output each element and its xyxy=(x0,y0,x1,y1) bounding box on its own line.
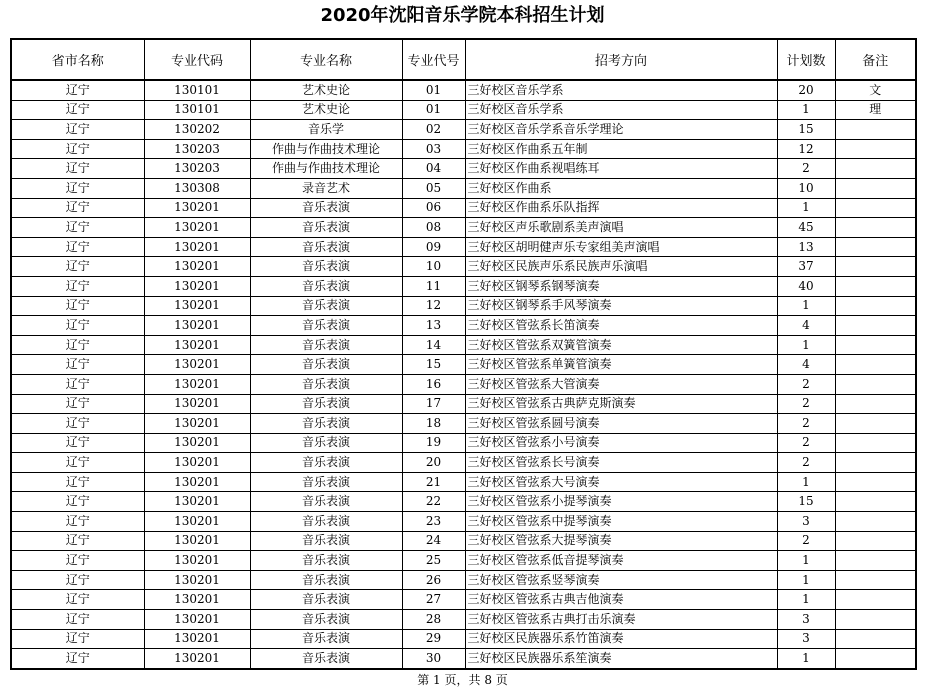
cell-province: 辽宁 xyxy=(11,237,144,257)
cell-plan-count: 1 xyxy=(777,472,835,492)
cell-remarks xyxy=(835,178,916,198)
table-body xyxy=(11,80,916,669)
table-row xyxy=(11,610,916,630)
cell-major-number: 09 xyxy=(402,237,465,257)
cell-major-code: 130201 xyxy=(144,570,250,590)
cell-remarks xyxy=(835,472,916,492)
cell-major-number: 10 xyxy=(402,257,465,277)
cell-plan-count: 2 xyxy=(777,531,835,551)
cell-province: 辽宁 xyxy=(11,316,144,336)
cell-remarks xyxy=(835,433,916,453)
table-header-row xyxy=(11,39,916,80)
cell-major-number: 05 xyxy=(402,178,465,198)
header-major-name: 专业名称 xyxy=(250,39,402,80)
cell-exam-direction: 三好校区声乐歌剧系美声演唱 xyxy=(465,218,777,238)
table-row xyxy=(11,453,916,473)
cell-major-name: 音乐表演 xyxy=(250,531,402,551)
cell-major-name: 作曲与作曲技术理论 xyxy=(250,139,402,159)
cell-exam-direction: 三好校区管弦系大号演奏 xyxy=(465,472,777,492)
table-row xyxy=(11,531,916,551)
cell-exam-direction: 三好校区民族器乐系竹笛演奏 xyxy=(465,629,777,649)
cell-plan-count: 1 xyxy=(777,100,835,120)
cell-major-number: 14 xyxy=(402,335,465,355)
cell-major-code: 130201 xyxy=(144,296,250,316)
cell-major-number: 15 xyxy=(402,355,465,375)
cell-major-name: 音乐表演 xyxy=(250,316,402,336)
cell-exam-direction: 三好校区管弦系古典萨克斯演奏 xyxy=(465,394,777,414)
cell-major-code: 130201 xyxy=(144,590,250,610)
cell-province: 辽宁 xyxy=(11,512,144,532)
cell-province: 辽宁 xyxy=(11,218,144,238)
cell-remarks xyxy=(835,610,916,630)
cell-major-name: 音乐表演 xyxy=(250,472,402,492)
cell-major-number: 29 xyxy=(402,629,465,649)
cell-province: 辽宁 xyxy=(11,531,144,551)
cell-province: 辽宁 xyxy=(11,453,144,473)
cell-province: 辽宁 xyxy=(11,198,144,218)
cell-major-name: 音乐表演 xyxy=(250,433,402,453)
header-major-number: 专业代号 xyxy=(402,39,465,80)
cell-province: 辽宁 xyxy=(11,649,144,669)
table-row xyxy=(11,237,916,257)
cell-major-name: 音乐表演 xyxy=(250,218,402,238)
cell-remarks xyxy=(835,237,916,257)
enrollment-plan-table xyxy=(10,38,917,670)
cell-exam-direction: 三好校区管弦系单簧管演奏 xyxy=(465,355,777,375)
cell-major-code: 130201 xyxy=(144,629,250,649)
table-row xyxy=(11,551,916,571)
cell-major-name: 音乐表演 xyxy=(250,414,402,434)
cell-exam-direction: 三好校区音乐学系 xyxy=(465,100,777,120)
cell-plan-count: 1 xyxy=(777,335,835,355)
cell-major-name: 音乐表演 xyxy=(250,570,402,590)
table-row xyxy=(11,590,916,610)
cell-plan-count: 3 xyxy=(777,629,835,649)
cell-plan-count: 1 xyxy=(777,296,835,316)
cell-exam-direction: 三好校区钢琴系钢琴演奏 xyxy=(465,276,777,296)
table-row xyxy=(11,296,916,316)
cell-major-name: 音乐表演 xyxy=(250,296,402,316)
cell-major-name: 音乐表演 xyxy=(250,198,402,218)
cell-major-name: 音乐表演 xyxy=(250,590,402,610)
cell-exam-direction: 三好校区钢琴系手风琴演奏 xyxy=(465,296,777,316)
cell-major-code: 130201 xyxy=(144,610,250,630)
cell-plan-count: 1 xyxy=(777,198,835,218)
cell-remarks xyxy=(835,276,916,296)
cell-remarks xyxy=(835,551,916,571)
cell-province: 辽宁 xyxy=(11,120,144,140)
cell-province: 辽宁 xyxy=(11,414,144,434)
cell-major-number: 01 xyxy=(402,100,465,120)
table-row xyxy=(11,178,916,198)
table-row xyxy=(11,512,916,532)
cell-province: 辽宁 xyxy=(11,394,144,414)
cell-major-code: 130101 xyxy=(144,100,250,120)
cell-major-code: 130201 xyxy=(144,512,250,532)
cell-major-code: 130201 xyxy=(144,355,250,375)
cell-major-number: 30 xyxy=(402,649,465,669)
cell-exam-direction: 三好校区管弦系古典吉他演奏 xyxy=(465,590,777,610)
cell-province: 辽宁 xyxy=(11,335,144,355)
cell-exam-direction: 三好校区管弦系双簧管演奏 xyxy=(465,335,777,355)
cell-plan-count: 13 xyxy=(777,237,835,257)
table-row xyxy=(11,218,916,238)
table-row xyxy=(11,198,916,218)
table-row xyxy=(11,276,916,296)
cell-major-code: 130203 xyxy=(144,159,250,179)
cell-major-code: 130101 xyxy=(144,80,250,100)
cell-major-name: 音乐表演 xyxy=(250,335,402,355)
cell-province: 辽宁 xyxy=(11,551,144,571)
cell-province: 辽宁 xyxy=(11,492,144,512)
header-exam-direction: 招考方向 xyxy=(465,39,777,80)
cell-remarks xyxy=(835,512,916,532)
cell-province: 辽宁 xyxy=(11,472,144,492)
cell-exam-direction: 三好校区管弦系中提琴演奏 xyxy=(465,512,777,532)
cell-province: 辽宁 xyxy=(11,100,144,120)
cell-remarks xyxy=(835,335,916,355)
table-row xyxy=(11,374,916,394)
header-plan-count: 计划数 xyxy=(777,39,835,80)
cell-exam-direction: 三好校区作曲系 xyxy=(465,178,777,198)
table-row xyxy=(11,433,916,453)
table-row xyxy=(11,649,916,669)
cell-plan-count: 2 xyxy=(777,414,835,434)
cell-province: 辽宁 xyxy=(11,276,144,296)
cell-province: 辽宁 xyxy=(11,178,144,198)
cell-major-name: 音乐表演 xyxy=(250,512,402,532)
cell-plan-count: 2 xyxy=(777,433,835,453)
cell-major-name: 音乐表演 xyxy=(250,453,402,473)
cell-exam-direction: 三好校区胡明健声乐专家组美声演唱 xyxy=(465,237,777,257)
cell-remarks xyxy=(835,374,916,394)
cell-exam-direction: 三好校区管弦系低音提琴演奏 xyxy=(465,551,777,571)
cell-remarks xyxy=(835,355,916,375)
cell-major-number: 02 xyxy=(402,120,465,140)
cell-remarks: 理 xyxy=(835,100,916,120)
cell-major-code: 130201 xyxy=(144,414,250,434)
cell-province: 辽宁 xyxy=(11,355,144,375)
cell-remarks xyxy=(835,159,916,179)
cell-remarks xyxy=(835,629,916,649)
table-row xyxy=(11,335,916,355)
cell-major-name: 艺术史论 xyxy=(250,80,402,100)
cell-exam-direction: 三好校区管弦系大提琴演奏 xyxy=(465,531,777,551)
table-row xyxy=(11,100,916,120)
cell-remarks xyxy=(835,257,916,277)
cell-major-code: 130201 xyxy=(144,453,250,473)
cell-remarks xyxy=(835,139,916,159)
cell-major-code: 130201 xyxy=(144,531,250,551)
cell-province: 辽宁 xyxy=(11,80,144,100)
cell-plan-count: 1 xyxy=(777,551,835,571)
cell-exam-direction: 三好校区管弦系竖琴演奏 xyxy=(465,570,777,590)
cell-major-code: 130201 xyxy=(144,237,250,257)
cell-major-code: 130201 xyxy=(144,198,250,218)
cell-plan-count: 15 xyxy=(777,492,835,512)
cell-province: 辽宁 xyxy=(11,139,144,159)
cell-remarks xyxy=(835,531,916,551)
cell-exam-direction: 三好校区音乐学系 xyxy=(465,80,777,100)
cell-major-name: 录音艺术 xyxy=(250,178,402,198)
cell-major-code: 130201 xyxy=(144,257,250,277)
cell-major-code: 130201 xyxy=(144,276,250,296)
cell-major-code: 130201 xyxy=(144,218,250,238)
cell-plan-count: 2 xyxy=(777,374,835,394)
cell-major-number: 28 xyxy=(402,610,465,630)
cell-exam-direction: 三好校区作曲系视唱练耳 xyxy=(465,159,777,179)
cell-plan-count: 1 xyxy=(777,590,835,610)
header-remarks: 备注 xyxy=(835,39,916,80)
header-province: 省市名称 xyxy=(11,39,144,80)
cell-plan-count: 20 xyxy=(777,80,835,100)
cell-major-code: 130203 xyxy=(144,139,250,159)
cell-province: 辽宁 xyxy=(11,374,144,394)
cell-remarks xyxy=(835,316,916,336)
cell-plan-count: 12 xyxy=(777,139,835,159)
cell-major-number: 19 xyxy=(402,433,465,453)
cell-major-name: 音乐学 xyxy=(250,120,402,140)
cell-plan-count: 15 xyxy=(777,120,835,140)
cell-remarks: 文 xyxy=(835,80,916,100)
cell-exam-direction: 三好校区管弦系小提琴演奏 xyxy=(465,492,777,512)
cell-remarks xyxy=(835,218,916,238)
cell-plan-count: 2 xyxy=(777,159,835,179)
cell-major-number: 11 xyxy=(402,276,465,296)
cell-major-name: 音乐表演 xyxy=(250,276,402,296)
cell-remarks xyxy=(835,453,916,473)
cell-major-number: 21 xyxy=(402,472,465,492)
cell-major-number: 22 xyxy=(402,492,465,512)
cell-major-name: 音乐表演 xyxy=(250,374,402,394)
cell-province: 辽宁 xyxy=(11,570,144,590)
cell-plan-count: 10 xyxy=(777,178,835,198)
cell-major-number: 27 xyxy=(402,590,465,610)
cell-major-code: 130201 xyxy=(144,433,250,453)
page-footer: 第 1 页，共 8 页 xyxy=(417,673,508,687)
cell-major-code: 130201 xyxy=(144,374,250,394)
cell-major-number: 25 xyxy=(402,551,465,571)
cell-major-number: 16 xyxy=(402,374,465,394)
cell-major-number: 20 xyxy=(402,453,465,473)
cell-major-name: 音乐表演 xyxy=(250,257,402,277)
cell-major-number: 17 xyxy=(402,394,465,414)
cell-remarks xyxy=(835,649,916,669)
cell-exam-direction: 三好校区管弦系小号演奏 xyxy=(465,433,777,453)
cell-remarks xyxy=(835,414,916,434)
cell-major-number: 26 xyxy=(402,570,465,590)
cell-exam-direction: 三好校区民族声乐系民族声乐演唱 xyxy=(465,257,777,277)
cell-major-name: 艺术史论 xyxy=(250,100,402,120)
cell-remarks xyxy=(835,394,916,414)
header-major-code: 专业代码 xyxy=(144,39,250,80)
table-row xyxy=(11,570,916,590)
cell-major-name: 音乐表演 xyxy=(250,610,402,630)
cell-remarks xyxy=(835,198,916,218)
cell-major-code: 130202 xyxy=(144,120,250,140)
cell-major-number: 24 xyxy=(402,531,465,551)
table-row xyxy=(11,159,916,179)
cell-plan-count: 2 xyxy=(777,453,835,473)
cell-major-name: 音乐表演 xyxy=(250,355,402,375)
cell-province: 辽宁 xyxy=(11,610,144,630)
cell-exam-direction: 三好校区管弦系古典打击乐演奏 xyxy=(465,610,777,630)
cell-major-code: 130201 xyxy=(144,551,250,571)
cell-province: 辽宁 xyxy=(11,296,144,316)
cell-province: 辽宁 xyxy=(11,590,144,610)
cell-remarks xyxy=(835,296,916,316)
cell-plan-count: 1 xyxy=(777,649,835,669)
cell-plan-count: 2 xyxy=(777,394,835,414)
cell-exam-direction: 三好校区管弦系长号演奏 xyxy=(465,453,777,473)
table-row xyxy=(11,316,916,336)
cell-major-code: 130201 xyxy=(144,492,250,512)
cell-plan-count: 40 xyxy=(777,276,835,296)
cell-remarks xyxy=(835,120,916,140)
cell-plan-count: 45 xyxy=(777,218,835,238)
cell-plan-count: 37 xyxy=(777,257,835,277)
cell-major-code: 130201 xyxy=(144,316,250,336)
cell-major-name: 作曲与作曲技术理论 xyxy=(250,159,402,179)
cell-remarks xyxy=(835,570,916,590)
cell-exam-direction: 三好校区作曲系乐队指挥 xyxy=(465,198,777,218)
cell-major-number: 03 xyxy=(402,139,465,159)
cell-major-name: 音乐表演 xyxy=(250,237,402,257)
table-row xyxy=(11,80,916,100)
cell-exam-direction: 三好校区管弦系圆号演奏 xyxy=(465,414,777,434)
cell-major-number: 04 xyxy=(402,159,465,179)
cell-major-name: 音乐表演 xyxy=(250,551,402,571)
cell-province: 辽宁 xyxy=(11,433,144,453)
table-row xyxy=(11,629,916,649)
cell-major-number: 18 xyxy=(402,414,465,434)
cell-major-code: 130308 xyxy=(144,178,250,198)
table-row xyxy=(11,492,916,512)
cell-major-number: 01 xyxy=(402,80,465,100)
cell-major-name: 音乐表演 xyxy=(250,649,402,669)
cell-major-code: 130201 xyxy=(144,335,250,355)
cell-exam-direction: 三好校区管弦系长笛演奏 xyxy=(465,316,777,336)
cell-exam-direction: 三好校区管弦系大管演奏 xyxy=(465,374,777,394)
cell-plan-count: 4 xyxy=(777,355,835,375)
cell-major-code: 130201 xyxy=(144,394,250,414)
cell-major-code: 130201 xyxy=(144,649,250,669)
table-row xyxy=(11,120,916,140)
cell-major-name: 音乐表演 xyxy=(250,394,402,414)
cell-plan-count: 4 xyxy=(777,316,835,336)
page-title: 2020年沈阳音乐学院本科招生计划 xyxy=(320,5,605,26)
cell-exam-direction: 三好校区民族器乐系笙演奏 xyxy=(465,649,777,669)
cell-major-number: 08 xyxy=(402,218,465,238)
cell-remarks xyxy=(835,492,916,512)
cell-exam-direction: 三好校区音乐学系音乐学理论 xyxy=(465,120,777,140)
cell-exam-direction: 三好校区作曲系五年制 xyxy=(465,139,777,159)
cell-province: 辽宁 xyxy=(11,257,144,277)
cell-plan-count: 3 xyxy=(777,512,835,532)
table-row xyxy=(11,257,916,277)
cell-major-number: 12 xyxy=(402,296,465,316)
table-row xyxy=(11,414,916,434)
table-row xyxy=(11,394,916,414)
cell-major-name: 音乐表演 xyxy=(250,629,402,649)
cell-major-name: 音乐表演 xyxy=(250,492,402,512)
table-row xyxy=(11,355,916,375)
cell-remarks xyxy=(835,590,916,610)
cell-province: 辽宁 xyxy=(11,629,144,649)
cell-province: 辽宁 xyxy=(11,159,144,179)
table-row xyxy=(11,139,916,159)
table-row xyxy=(11,472,916,492)
cell-major-number: 06 xyxy=(402,198,465,218)
cell-major-number: 23 xyxy=(402,512,465,532)
cell-major-number: 13 xyxy=(402,316,465,336)
cell-plan-count: 3 xyxy=(777,610,835,630)
cell-major-code: 130201 xyxy=(144,472,250,492)
cell-plan-count: 1 xyxy=(777,570,835,590)
